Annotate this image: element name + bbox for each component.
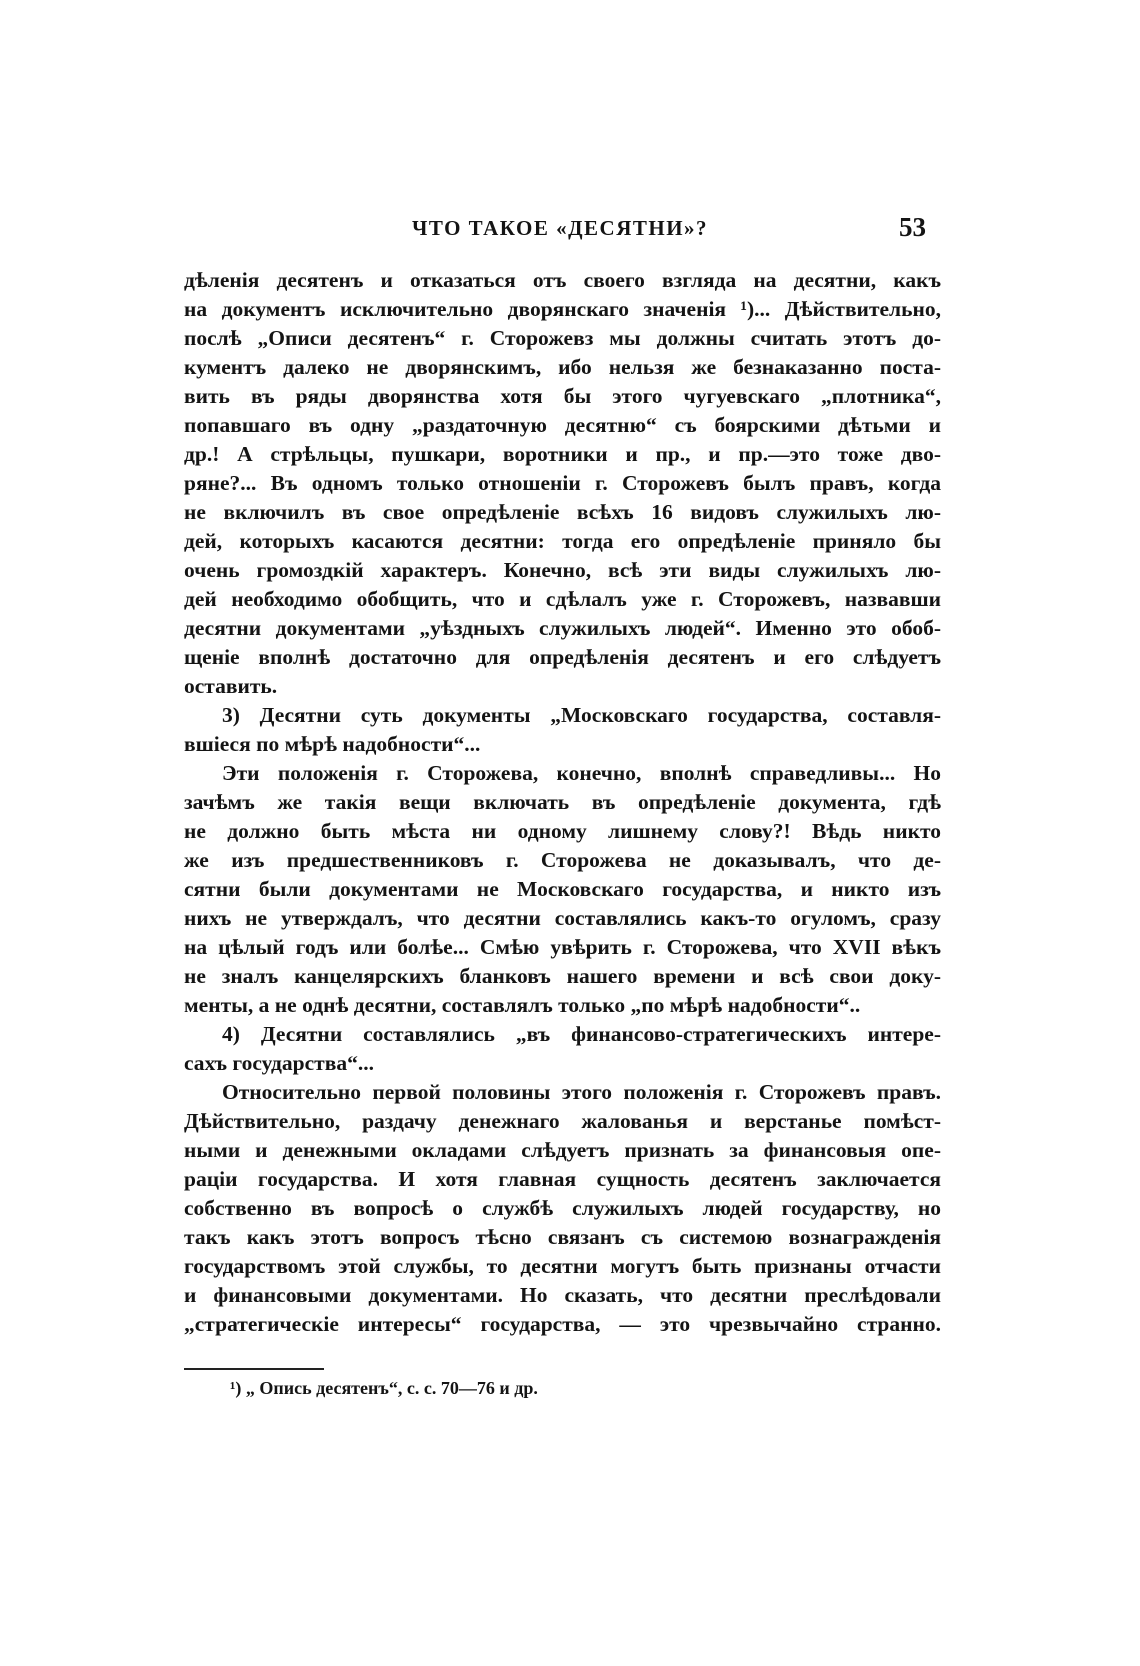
text-line: Относительно первой половины этого положенія г. Сторожевъ правъ. (222, 1080, 941, 1104)
text-line: раціи государства. И хотя главная сущность десятенъ заключается (184, 1167, 941, 1191)
text-line: не включилъ въ свое опредѣленіе всѣхъ 16 видовъ служилыхъ лю- (184, 500, 941, 524)
text-line: дей, которыхъ касаются десятни: тогда его опредѣленіе приняло бы (184, 529, 941, 553)
text-line: дей необходимо обобщить, что и сдѣлалъ уже г. Сторожевъ, назвавши (184, 587, 941, 611)
body-text (184, 266, 941, 1339)
text-line: на цѣлый годъ или болѣе... Смѣю увѣрить г. Сторожева, что XVII вѣкъ (184, 935, 941, 959)
text-line: очень громоздкій характеръ. Конечно, всѣ эти виды служилыхъ лю- (184, 558, 941, 582)
text-line: 3) Десятни суть документы „Московскаго государства, составля- (222, 703, 941, 727)
text-line: сахъ государства“... (184, 1051, 374, 1075)
text-line: и финансовыми документами. Но сказать, что десятни преслѣдовали (184, 1283, 941, 1307)
text-line: вить въ ряды дворянства хотя бы этого чугуевскаго „плотника“, (184, 384, 941, 408)
footnote: ¹) „ Опись десятенъ“, с. с. 70—76 и др. (230, 1378, 538, 1398)
text-line: не зналъ канцелярскихъ бланковъ нашего времени и всѣ свои доку- (184, 964, 941, 988)
text-line: „стратегическіе интересы“ государства, — это чрезвычайно странно. (184, 1312, 941, 1336)
text-line: послѣ „Описи десятенъ“ г. Сторожевз мы должны считать этотъ до- (184, 326, 941, 350)
text-line: сятни были документами не Московскаго государства, и никто изъ (184, 877, 941, 901)
text-line: нихъ не утверждалъ, что десятни составлялись какъ-то огуломъ, сразу (184, 906, 941, 930)
text-line: такъ какъ этотъ вопросъ тѣсно связанъ съ системою вознагражденія (184, 1225, 941, 1249)
text-line: др.! А стрѣльцы, пушкари, воротники и пр., и пр.—это тоже дво- (184, 442, 941, 466)
page-header (180, 212, 940, 252)
text-line: собственно въ вопросѣ о службѣ служилыхъ людей государству, но (184, 1196, 941, 1220)
text-line: 4) Десятни составлялись „въ финансово-стратегическихъ интере- (222, 1022, 941, 1046)
text-line: ными и денежными окладами слѣдуетъ признать за финансовыя опе- (184, 1138, 941, 1162)
text-line: кументъ далеко не дворянскимъ, ибо нельзя же безнаказанно поста- (184, 355, 941, 379)
text-line: десятни документами „уѣздныхъ служилыхъ людей“. Именно это обоб- (184, 616, 941, 640)
footnote-divider (184, 1368, 324, 1370)
text-line: государствомъ этой службы, то десятни могутъ быть признаны отчасти (184, 1254, 941, 1278)
text-line: Эти положенія г. Сторожева, конечно, вполнѣ справедливы... Но (222, 761, 941, 785)
text-line: ряне?... Въ одномъ только отношеніи г. Сторожевъ былъ правъ, когда (184, 471, 941, 495)
text-line: зачѣмъ же такія вещи включать въ опредѣленіе документа, гдѣ (184, 790, 941, 814)
text-line: менты, а не однѣ десятни, составлялъ только „по мѣрѣ надобности“.. (184, 993, 861, 1017)
text-line: Дѣйствительно, раздачу денежнаго жалованья и верстанье помѣст- (184, 1109, 941, 1133)
text-line: щеніе вполнѣ достаточно для опредѣленія десятенъ и его слѣдуетъ (184, 645, 941, 669)
text-line: оставить. (184, 674, 278, 698)
page-number: 53 (899, 212, 926, 242)
text-line: не должно быть мѣста ни одному лишнему слову?! Вѣдь никто (184, 819, 941, 843)
running-title: ЧТО ТАКОЕ «ДЕСЯТНИ»? (411, 216, 709, 240)
text-line: на документъ исключительно дворянскаго значенія ¹)... Дѣйствительно, (184, 297, 941, 321)
text-line: же изъ предшественниковъ г. Сторожева не доказывалъ, что де- (184, 848, 941, 872)
text-line: дѣленія десятенъ и отказаться отъ своего взгляда на десятни, какъ (184, 268, 941, 292)
text-line: попавшаго въ одну „раздаточную десятню“ съ боярскими дѣтьми и (184, 413, 941, 437)
text-line: вшіеся по мѣрѣ надобности“... (184, 732, 481, 756)
